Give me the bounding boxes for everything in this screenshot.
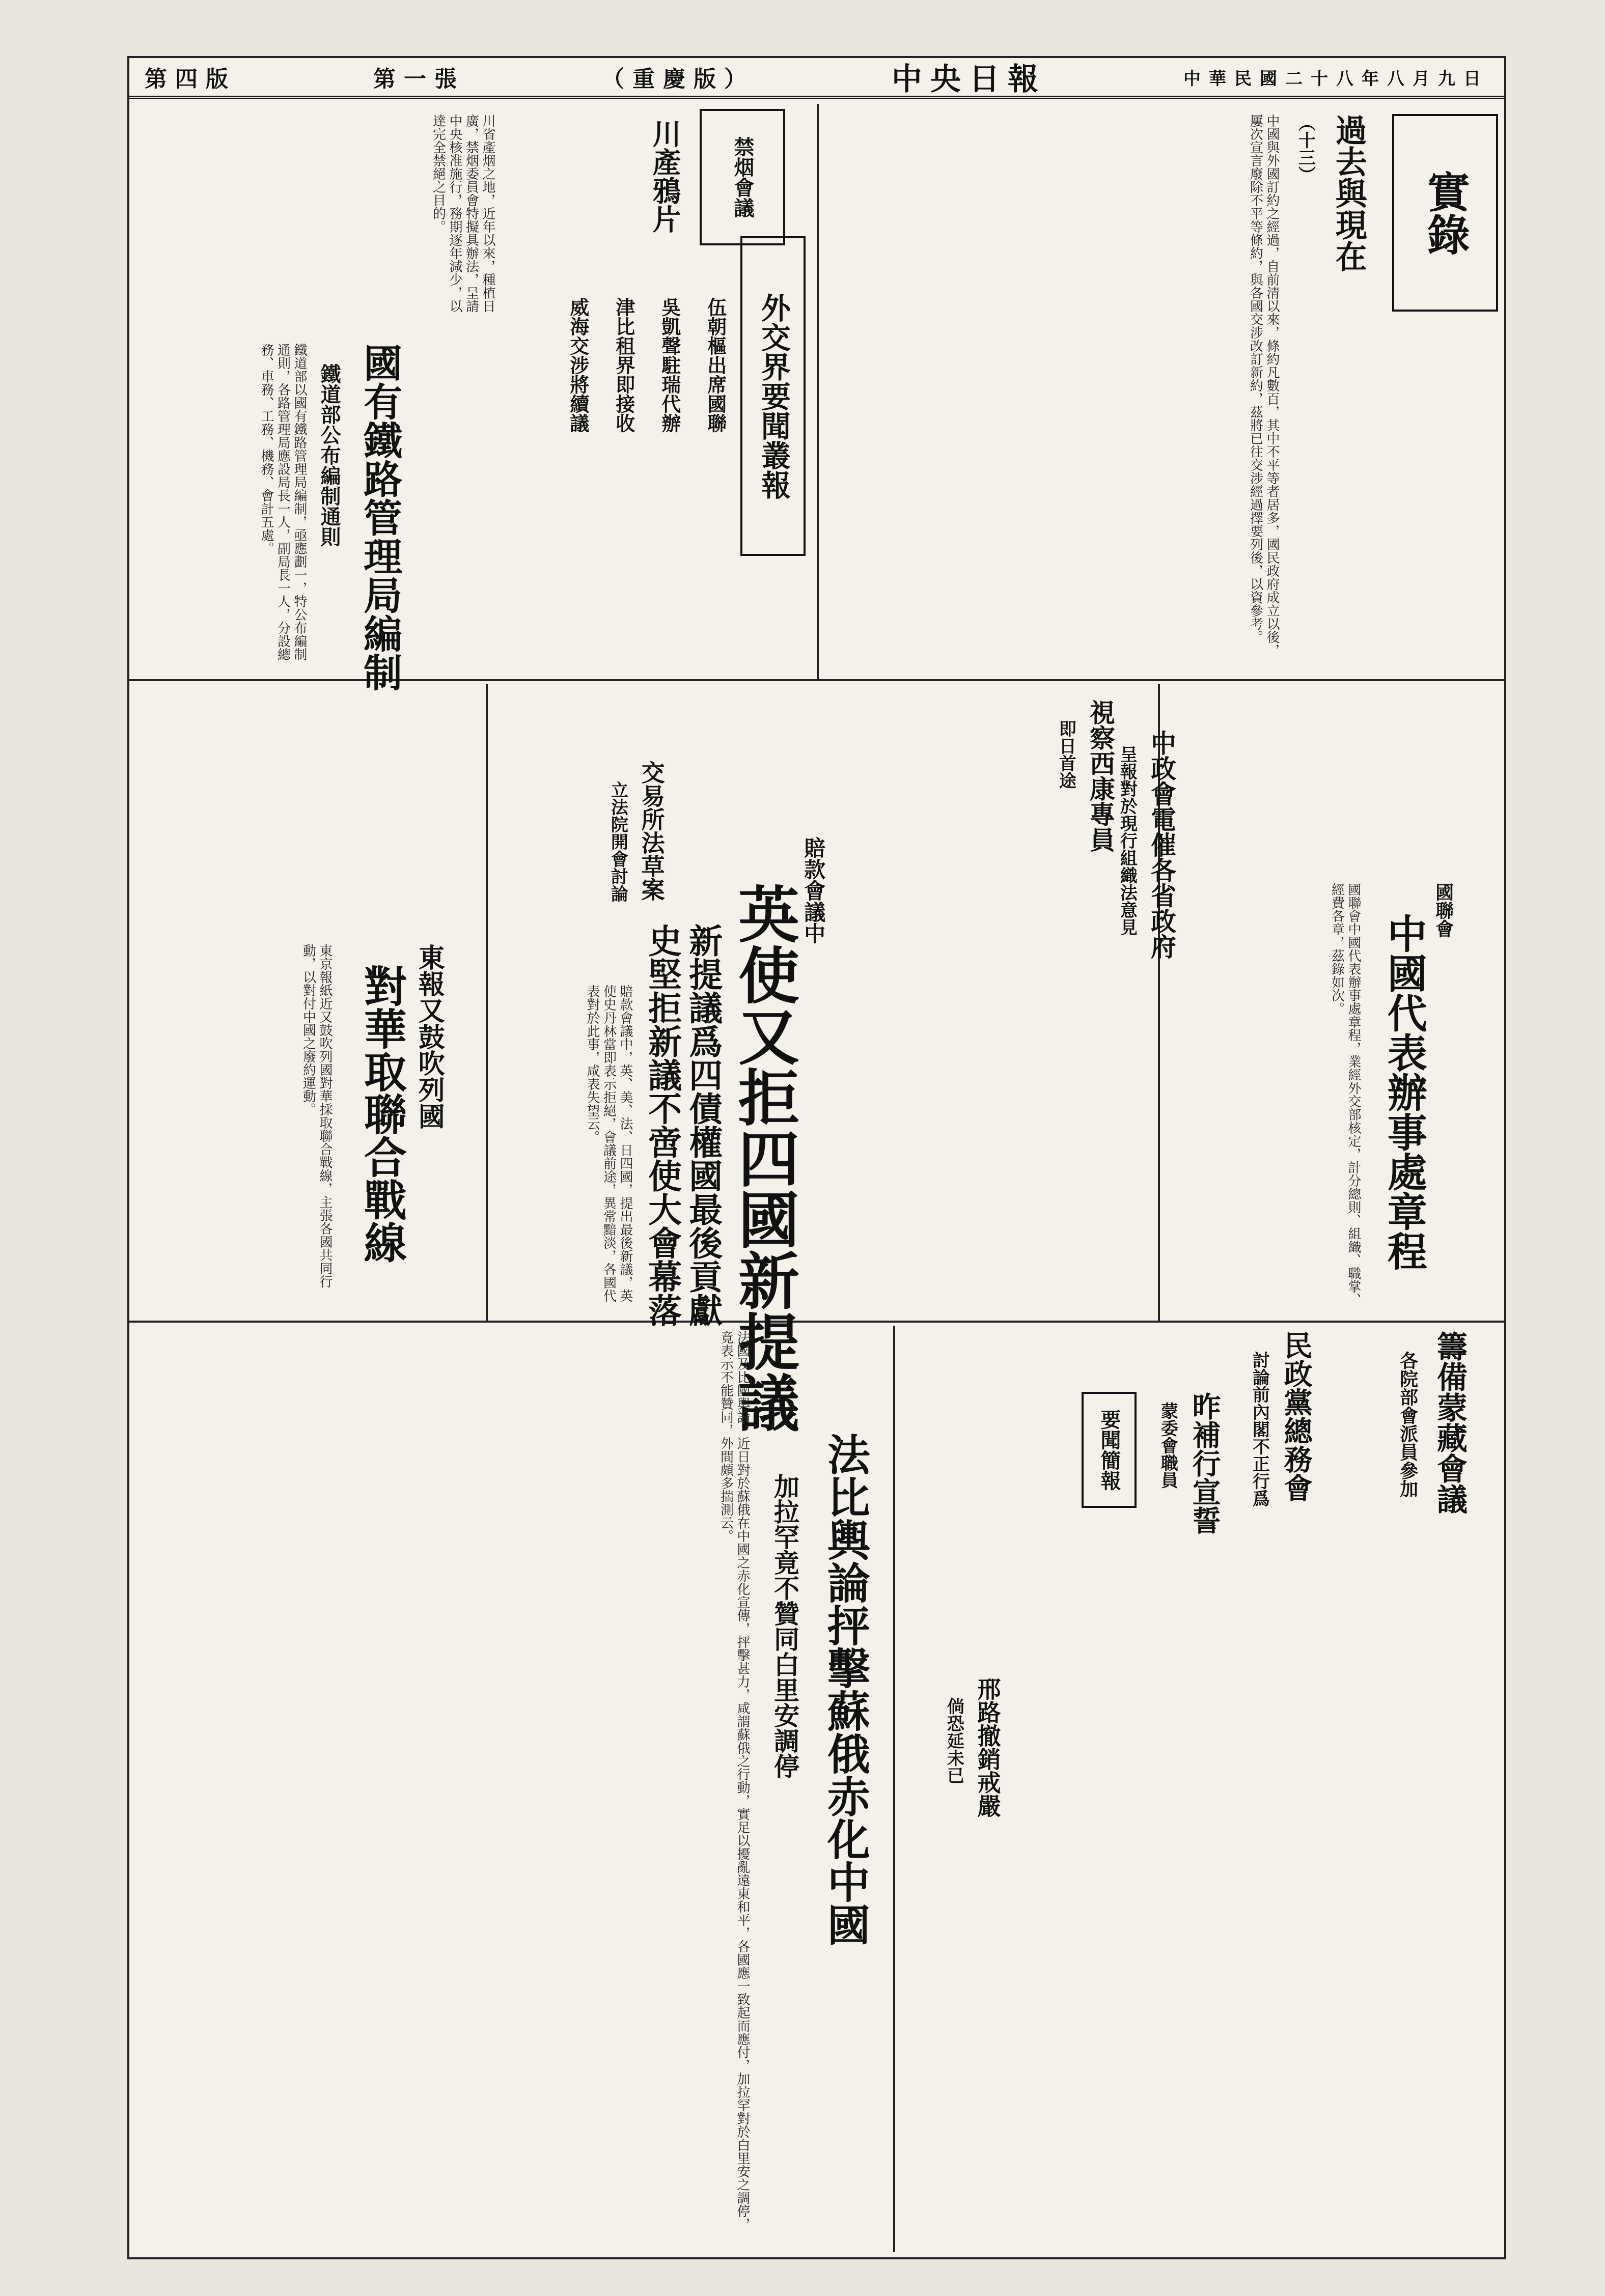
telegram-title: 中政會電催各省政府: [1147, 730, 1177, 959]
opium-title: 禁烟會議: [731, 136, 755, 218]
mongolia-sub: 各院部會派員參加: [1397, 1351, 1419, 1498]
diplomatic-item: 威海交涉將續議: [566, 297, 590, 433]
issue-date: 中華民國二十八年八月九日: [1183, 68, 1489, 89]
column-title: 實錄: [1420, 170, 1471, 256]
league-label: 國聯會: [1432, 883, 1454, 938]
edition-label: （重慶版）: [602, 66, 755, 92]
oath-sub: 蒙委會職員: [1157, 1402, 1178, 1489]
section-label: 第一張: [373, 66, 465, 92]
east-title: 東報又鼓吹列國: [413, 944, 445, 1129]
diplomatic-item: 津比租界即接收: [612, 297, 635, 433]
page-label: 第四版: [145, 66, 236, 92]
central-sub: 史堅拒新議不啻使大會幕落: [642, 923, 682, 1327]
oath-title: 昨補行宣誓: [1187, 1392, 1222, 1534]
diplomatic-item: 伍朝樞出席國聯: [704, 297, 727, 433]
league-title: 中國代表辦事處章程: [1380, 913, 1427, 1271]
east-headline: 對華取聯合戰線: [357, 964, 408, 1264]
article-body: 賠款會議中，英、美、法、日四國，提出最後新議，英使史丹林當即表示拒絕，會議前途，異常黯淡，各國代表對於此事，咸表失望云。: [585, 985, 633, 1302]
inspector-sub: 即日首途: [1056, 720, 1076, 789]
news-brief-title: 要聞簡報: [1097, 1409, 1121, 1491]
diplomatic-title-box: [740, 236, 806, 556]
inspector-title: 視察西康專員: [1086, 699, 1116, 852]
diplomatic-item: 吳凱聲駐瑞代辦: [658, 297, 681, 433]
column-title-box: [1392, 114, 1498, 312]
telegram-sub: 呈報對於現行組織法意見: [1117, 745, 1138, 936]
railway-sub: 鐵道部公布編制通則: [317, 363, 341, 547]
central-headline: 英使又拒四國新提議: [728, 883, 800, 1433]
column-tag: （十三）: [1295, 114, 1316, 183]
exchange-title: 交易所法草案: [638, 761, 666, 901]
article-body: 法國及比國輿論，近日對於蘇俄在中國之赤化宣傳，抨擊甚力，咸謂蘇俄之行動，實足以擾亂遠東和平，各國應一致起而應付，加拉罕對於白里安之調停，竟表示不能贊同，外間頗多揣測云。: [718, 1331, 750, 2231]
section-rule: [129, 1321, 1504, 1323]
newspaper-page: [127, 56, 1506, 2259]
masthead: [129, 58, 1504, 99]
central-sub: 新提議爲四債權國最後貢獻: [683, 923, 723, 1327]
article-body: 國聯會中國代表辦事處章程，業經外交部核定，計分總則、組織、職掌、經費各章，茲錄如次。: [1329, 883, 1361, 1306]
article-body: 中國與外國訂約之經過，自前清以來，條約凡數百，其中不平等者居多，國民政府成立以後，屢次宣言廢除不平等條約，與各國交涉改訂新約，茲將已往交涉經過擇要列後，以資參考。: [1248, 114, 1280, 657]
column-rule: [817, 104, 819, 679]
article-body: 東京報紙近又鼓吹列國對華採取聯合戰線，主張各國共同行動，以對付中國之廢約運動。: [300, 944, 333, 1288]
party-sub: 討論前內閣不正行爲: [1249, 1351, 1270, 1507]
article-body: 川省產烟之地，近年以來，種植日廣，禁烟委員會特擬具辦法，呈請中央核准施行，務期逐年減少，以達完全禁絕之目的。: [430, 114, 495, 313]
party-title: 民政黨總務會: [1279, 1331, 1313, 1502]
road-title: 邢路撤銷戒嚴: [974, 1677, 1002, 1817]
column-rule: [893, 1326, 895, 2252]
opinion-headline: 法比輿論抨擊蘇俄赤化中國: [820, 1433, 871, 1946]
section-rule: [129, 679, 1504, 681]
mongolia-title: 籌備蒙藏會議: [1432, 1331, 1468, 1514]
road-sub: 倘恐延未已: [944, 1697, 964, 1784]
central-kicker: 賠款會議中: [801, 837, 826, 944]
opium-sub: 川產鴉片: [648, 119, 682, 233]
opinion-sub: 加拉罕竟不贊同白里安調停: [770, 1473, 800, 1779]
diplomatic-title: 外交界要聞叢報: [756, 293, 791, 499]
exchange-sub: 立法院開會討論: [607, 781, 628, 902]
paper-name: 中央日報: [892, 62, 1046, 97]
news-brief-box: [1082, 1392, 1137, 1508]
railway-title: 國有鐵路管理局編制: [357, 343, 403, 691]
article-body: 鐵道部以國有鐵路管理局編制，亟應劃一，特公布編制通則，各路管理局應設局長一人，副局長一人，分設總務、車務、工務、機務、會計五處。: [259, 343, 307, 661]
column-subtitle: 過去與現在: [1330, 114, 1368, 272]
opium-title-box: [700, 109, 785, 245]
column-rule: [486, 684, 488, 1321]
